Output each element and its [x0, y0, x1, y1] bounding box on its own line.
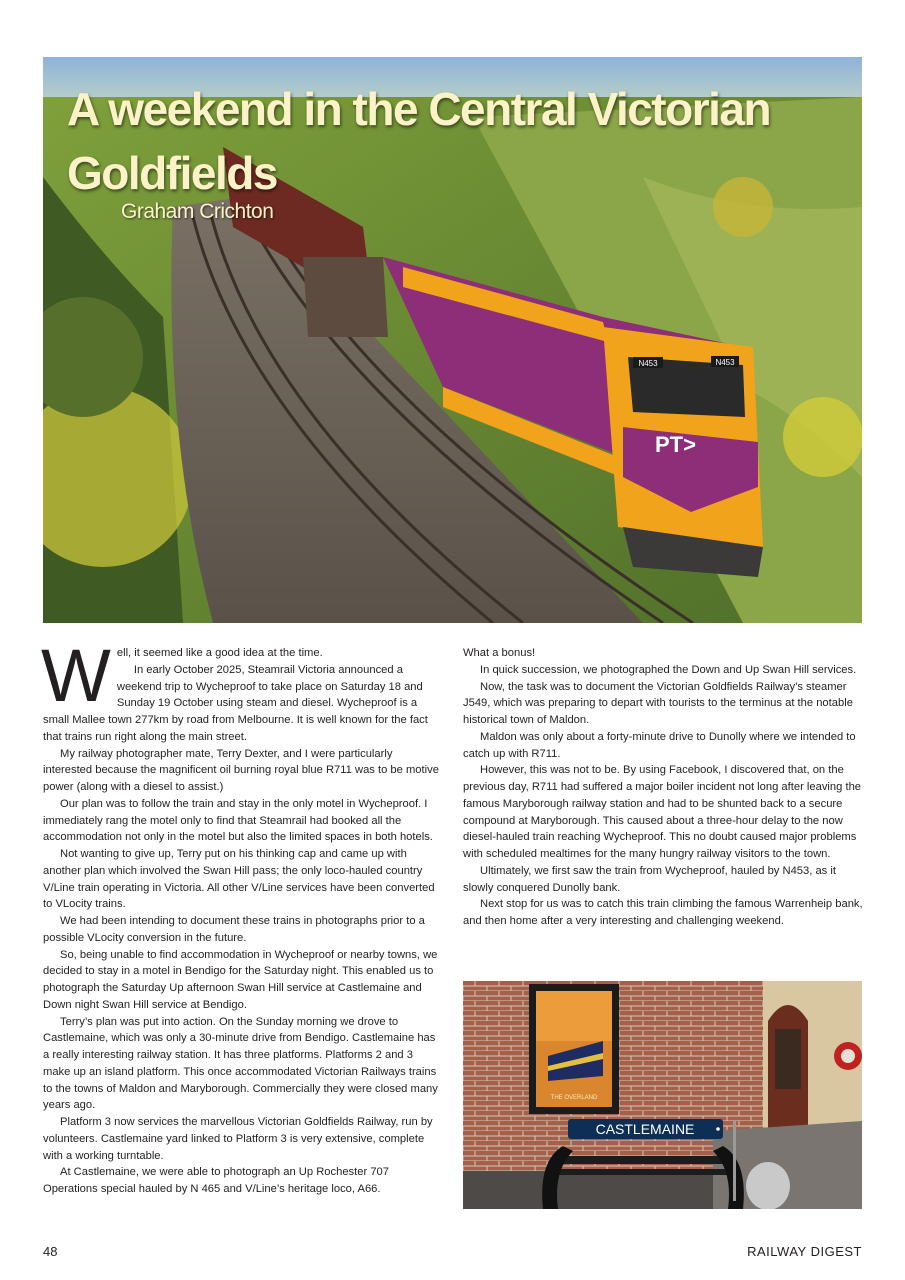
body-paragraph: Maldon was only about a forty-minute drive to Dunolly where we intended to catch up with R711.	[463, 730, 856, 760]
body-paragraph: Our plan was to follow the train and stay in the only motel in Wycheproof. I immediately rang the motel only to find that Steamrail had booked all the accommodation not only in the motel but also the limited spaces in both hotels.	[43, 797, 433, 844]
body-paragraph: Next stop for us was to catch this train climbing the famous Warrenheip bank, and then home after a very interesting and challenging weekend.	[463, 898, 863, 927]
body-paragraph: However, this was not to be. By using Facebook, I discovered that, on the previous day, R711 had suffered a major boiler incident not long after leaving the famous Maryborough railway station and had to be shunted back to a secure compound at Maryborough. This caused about a three-hour delay to the now diesel-hauled train reaching Wycheproof. This no doubt caused major problems with scheduled mealtimes for the many hungry railway visitors to the town.	[463, 764, 862, 860]
body-paragraph: Well, it seemed like a good idea at the time.	[41, 634, 323, 717]
body-paragraph: In quick succession, we photographed the Down and Up Swan Hill services.	[480, 663, 857, 676]
castlemaine-station-photo	[463, 981, 862, 1209]
poster-caption: THE OVERLAND	[550, 1095, 598, 1101]
pt-logo: PT>	[655, 432, 696, 457]
body-paragraph: We had been intending to document these trains in photographs prior to a possible VLocity conversion in the future.	[43, 915, 425, 944]
magazine-name: RAILWAY DIGEST	[747, 1244, 862, 1259]
body-column-left	[41, 634, 443, 1198]
hero-photo	[43, 57, 862, 623]
loco-number-left: N453	[638, 359, 658, 368]
article-title: A weekend in the Central Victorian Goldfields	[67, 83, 771, 199]
body-paragraph: Ultimately, we first saw the train from Wycheproof, hauled by N453, as it slowly conquered Dunolly bank.	[463, 864, 836, 894]
body-paragraph: At Castlemaine, we were able to photograph an Up Rochester 707 Operations special hauled by N 465 and V/Line’s heritage loco, A66.	[43, 1166, 389, 1195]
station-photo-illustration	[463, 981, 862, 1209]
body-paragraph: So, being unable to find accommodation in Wycheproof or nearby towns, we decided to stay in a motel in Bendigo for the Saturday night. This enabled us to photograph the Saturday Up afternoon Swan Hill service at Castlemaine and Down night Swan Hill service at Bendigo.	[43, 948, 438, 1011]
body-column-right	[463, 645, 863, 930]
station-sign: CASTLEMAINE	[595, 1121, 695, 1137]
article-author: Graham Crichton	[121, 200, 274, 223]
body-paragraph: My railway photographer mate, Terry Dexter, and I were particularly interested because the magnificent oil burning royal blue R711 was to be motive power (along with a diesel to assist.)	[43, 747, 439, 793]
body-paragraph: Now, the task was to document the Victorian Goldfields Railway’s steamer J549, which was preparing to depart with tourists to the terminus at the notable historical town of Maldon.	[463, 680, 853, 726]
body-paragraph: What a bonus!	[463, 647, 536, 659]
page-number: 48	[43, 1244, 58, 1259]
loco-number-right: N453	[715, 358, 735, 367]
body-paragraph: Terry’s plan was put into action. On the Sunday morning we drove to Castlemaine, which was only a 30-minute drive from Bendigo. Castlemaine has a really interesting railway station. It has three platforms. Platforms 2 and 3 make up an island platform. This once accommodated Victorian Railways trains to the towns of Maldon and Maryborough. Commercially they were closed many years ago.	[43, 1015, 438, 1112]
body-paragraph: Platform 3 now services the marvellous Victorian Goldfields Railway, run by volunteers. Castlemaine yard linked to Platform 3 is very extensive, complete with a working turntable.	[43, 1116, 433, 1162]
body-paragraph: In early October 2025, Steamrail Victoria announced a weekend trip to Wycheproof to take place on Saturday 18 and Sunday 19 October using steam and diesel. Wycheproof is a small Mallee town 277km by road from Melbourne. It is well known for the fact that trains run right along the main street.	[43, 663, 428, 743]
body-paragraph: Not wanting to give up, Terry put on his thinking cap and came up with another plan which involved the Swan Hill pass; the only loco-hauled country V/Line train operating in Victoria. All other V/Line services have been converted to VLocity trains.	[43, 848, 435, 911]
drop-cap: W	[41, 634, 111, 717]
